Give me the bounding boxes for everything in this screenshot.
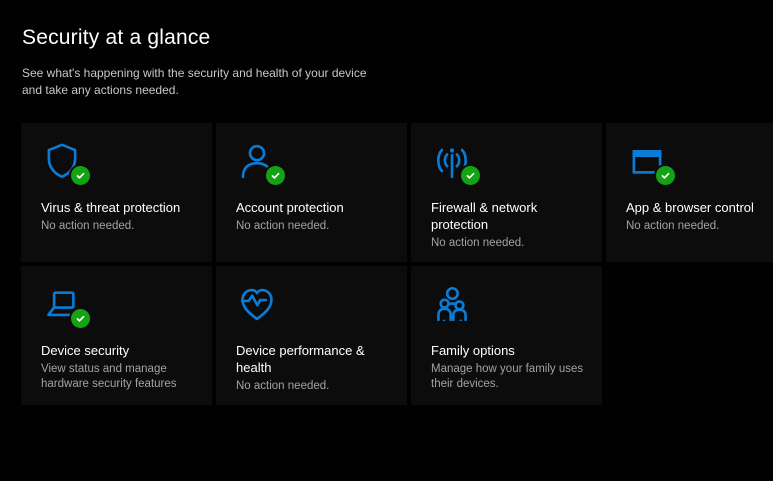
tile-device-security[interactable] [21, 266, 212, 405]
family-icon [431, 283, 473, 325]
person-icon-wrap [236, 140, 282, 184]
tile-account-protection[interactable] [216, 123, 407, 262]
tile-status: No action needed. [41, 220, 135, 232]
tile-firewall-network-protection[interactable] [411, 123, 602, 262]
tile-title: Firewall & network protection [431, 200, 538, 232]
family-icon-wrap [431, 283, 477, 327]
network-antenna-icon-wrap [431, 140, 477, 184]
check-icon [464, 169, 477, 182]
page-subtitle [22, 65, 773, 99]
green-check-badge [71, 166, 90, 185]
green-check-badge [461, 166, 480, 185]
tile-status: Manage how your family uses their devices. [431, 363, 584, 390]
tile-title: Virus & threat protection [41, 200, 181, 215]
check-icon [74, 312, 87, 325]
page-subtitle-line2: and take any actions needed. [22, 83, 179, 97]
tile-status: View status and manage hardware security features [41, 363, 177, 390]
shield-icon-wrap [41, 140, 87, 184]
check-icon [269, 169, 282, 182]
tile-title: Device security [41, 343, 130, 358]
heart-pulse-icon [236, 283, 278, 325]
tile-virus-threat-protection[interactable] [21, 123, 212, 262]
tile-title: Account protection [236, 200, 344, 215]
page-title: Security at a glance [22, 26, 211, 49]
laptop-icon-wrap [41, 283, 87, 327]
tile-status: No action needed. [236, 220, 330, 232]
green-check-badge [266, 166, 285, 185]
page-header [0, 0, 773, 99]
tiles-grid [21, 123, 773, 405]
tile-title: App & browser control [626, 200, 754, 215]
green-check-badge [71, 309, 90, 328]
tile-device-performance-health[interactable] [216, 266, 407, 405]
check-icon [74, 169, 87, 182]
tile-app-browser-control[interactable] [606, 123, 773, 262]
tile-family-options[interactable] [411, 266, 602, 405]
tile-status: No action needed. [236, 380, 330, 392]
browser-window-icon-wrap [626, 140, 672, 184]
tile-status: No action needed. [626, 220, 720, 232]
tile-status: No action needed. [431, 237, 525, 249]
tile-title: Device performance & health [236, 343, 365, 375]
green-check-badge [656, 166, 675, 185]
check-icon [659, 169, 672, 182]
heart-pulse-icon-wrap [236, 283, 282, 327]
tile-title: Family options [431, 343, 515, 358]
page-subtitle-line1: See what's happening with the security and health of your device [22, 66, 367, 80]
